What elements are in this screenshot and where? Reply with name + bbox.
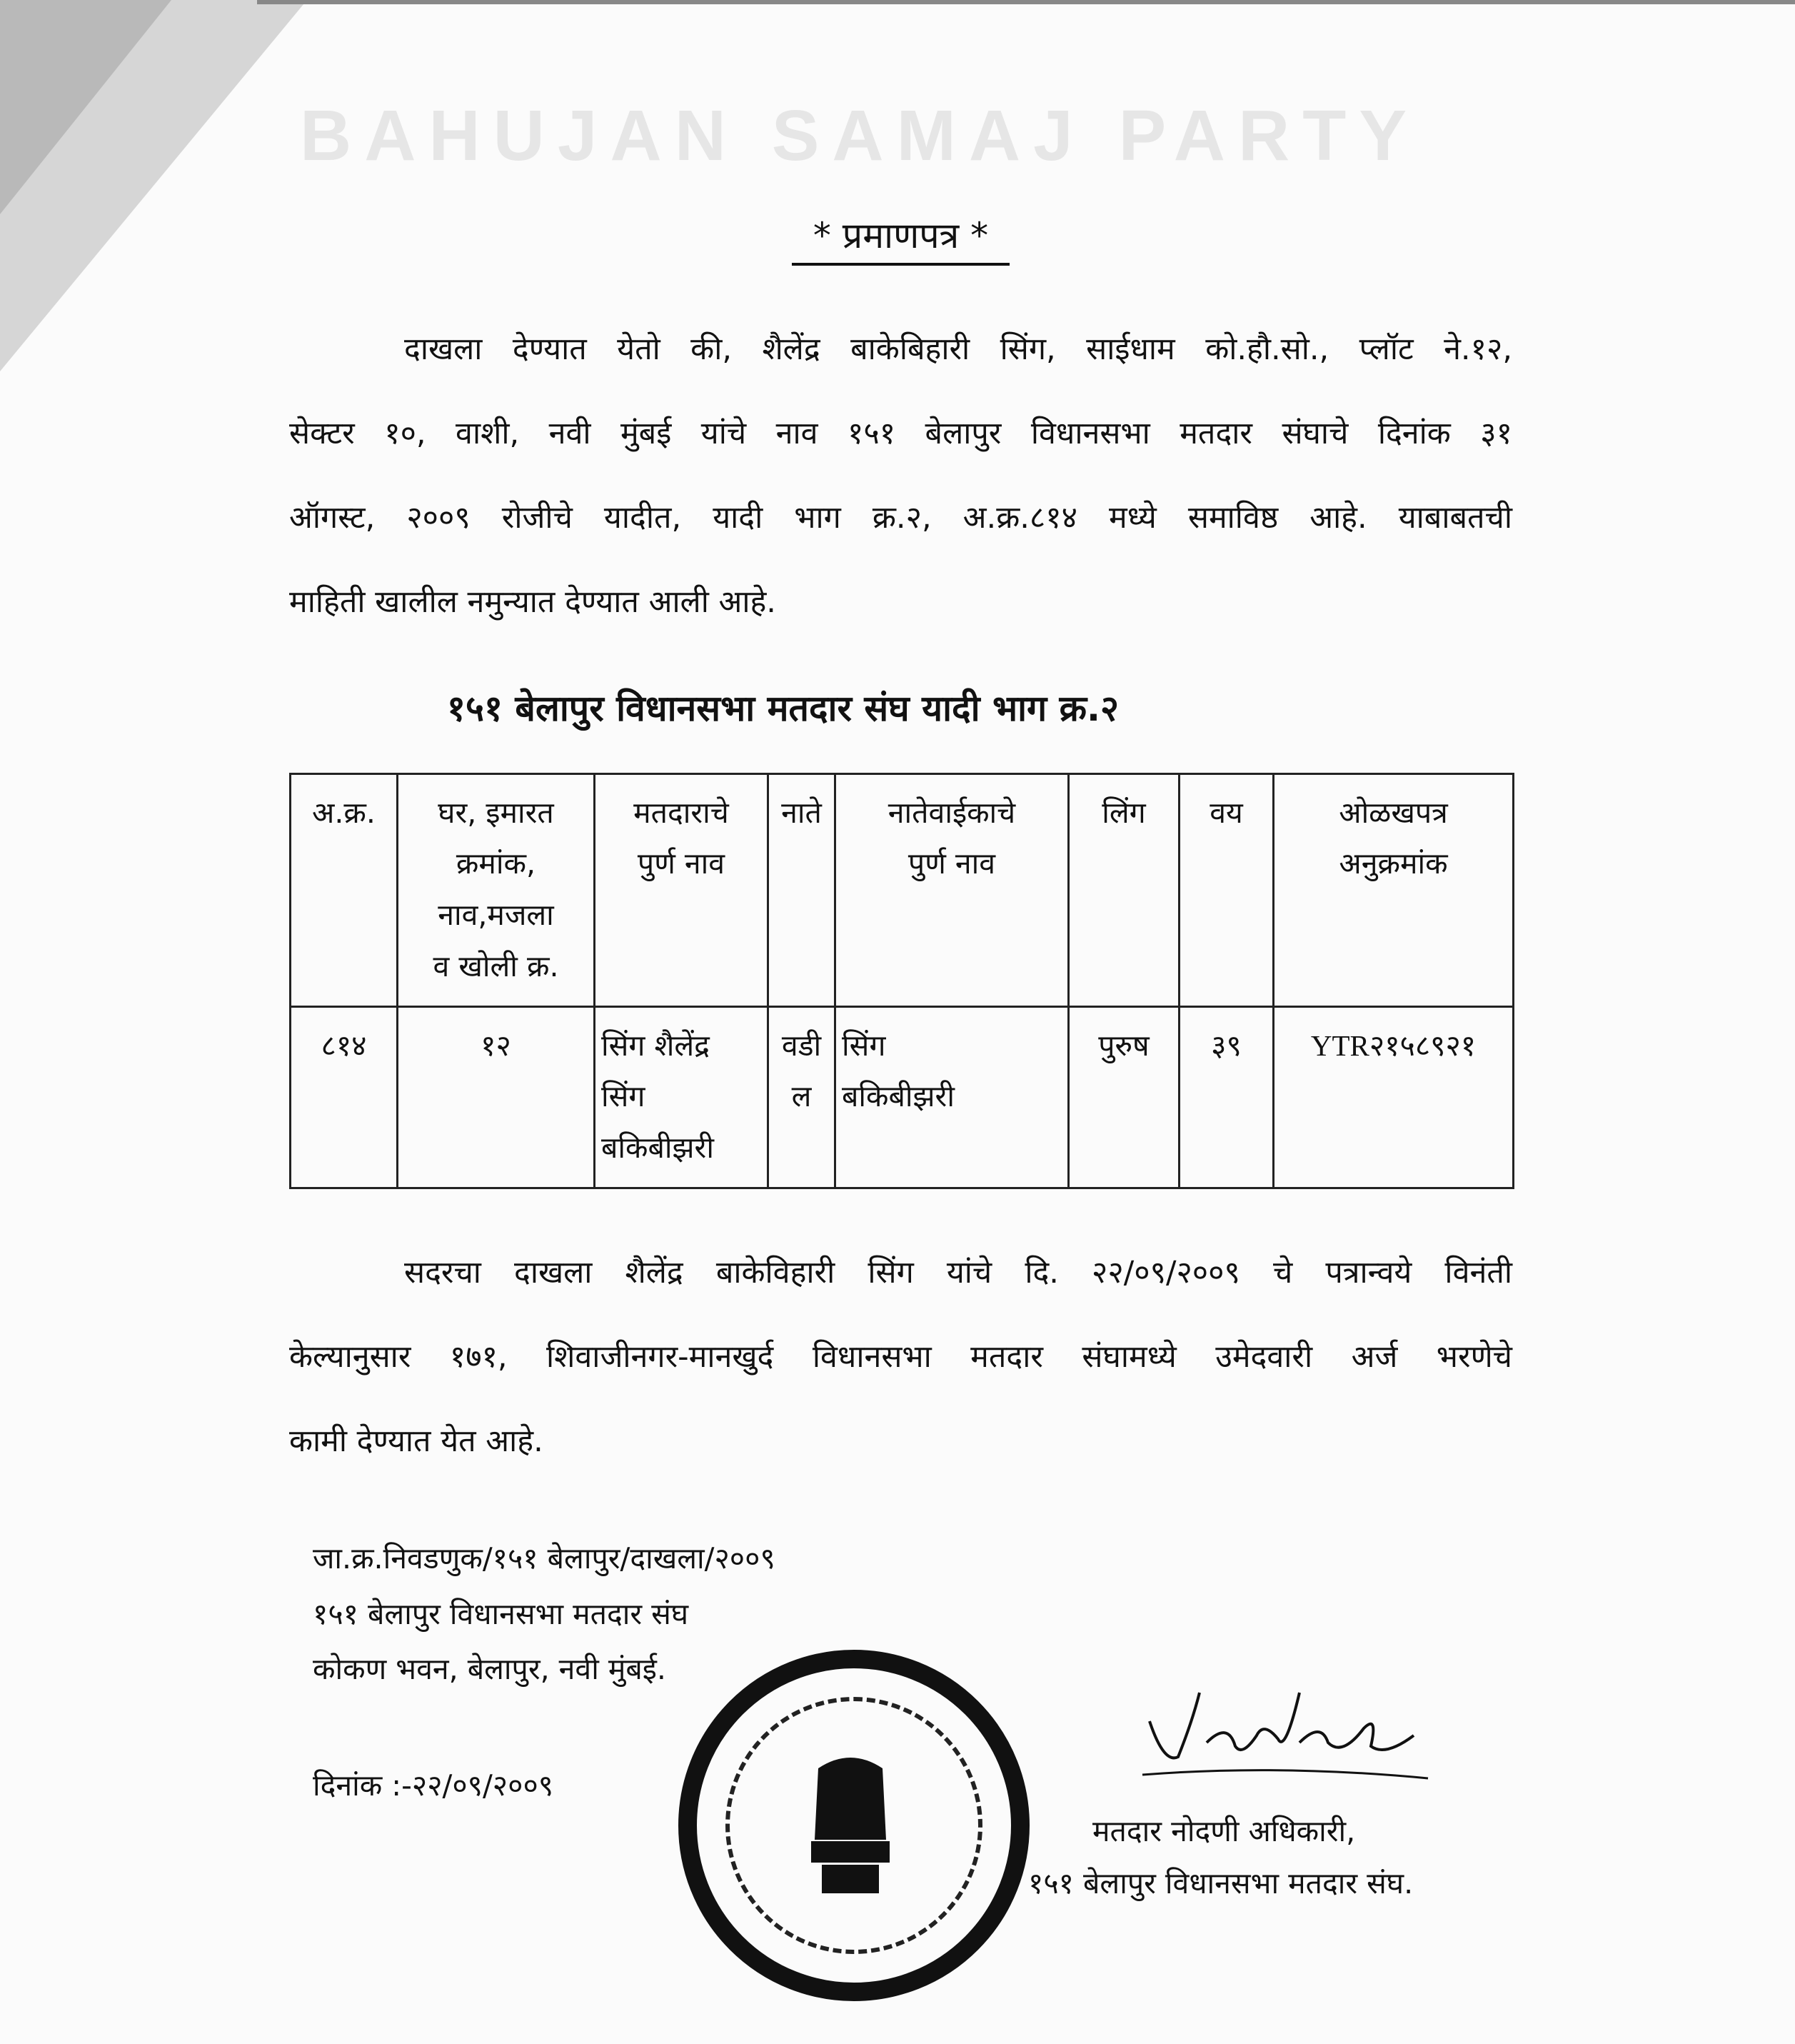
header-relative-name: नातेवाईकाचे पुर्ण नाव [835,773,1069,1006]
paragraph1-line: ऑगस्ट, २००९ रोजीचे यादीत, यादी भाग क्र.२, अ.क्र.८१४ मध्ये समाविष्ठ आहे. याबाबतची [289,499,1512,536]
cell-serial-no: ८१४ [291,1006,398,1188]
paragraph2-line: केल्यानुसार १७१, शिवाजीनगर-मानखुर्द विधानसभा मतदार संघामध्ये उमेदवारी अर्ज भरणेचे [289,1338,1512,1375]
cell-voter-name: सिंग शैलेंद्र सिंग बकिबीझरी [595,1006,768,1188]
reference-number: जा.क्र.निवडणुक/१५१ बेलापुर/दाखला/२००९ [313,1541,775,1576]
voter-details-table [289,773,1514,1189]
title-block [289,214,1512,266]
cell-age: ३९ [1180,1006,1274,1188]
reference-office: १५१ बेलापुर विधानसभा मतदार संघ [313,1596,689,1631]
paragraph1-line: माहिती खालील नमुन्यात देण्यात आली आहे. [289,583,776,620]
table-title: १५१ बेलापुर विधानसभा मतदार संघ यादी भाग क्र.२ [447,687,1119,729]
cell-id-card-no: YTR२१५८९२१ [1274,1006,1514,1188]
table-header-row [291,773,1514,1006]
table-row [291,1006,1514,1188]
header-relation: नाते [768,773,835,1006]
header-id-card-no: ओळखपत्र अनुक्रमांक [1274,773,1514,1006]
cell-relation: वडील [768,1006,835,1188]
cell-house-no: १२ [398,1006,595,1188]
header-house-no: घर, इमारत क्रमांक, नाव,मजला व खोली क्र. [398,773,595,1006]
paragraph2-line: सदरचा दाखला शैलेंद्र बाकेविहारी सिंग यांचे दि. २२/०९/२००९ चे पत्रान्वये विनंती [404,1254,1512,1291]
page-edge [257,0,1795,4]
header-voter-name: मतदाराचे पुर्ण नाव [595,773,768,1006]
page-curl-fold [0,0,171,214]
reference-address: कोकण भवन, बेलापुर, नवी मुंबई. [313,1652,666,1687]
paragraph1-line: दाखला देण्यात येतो की, शैलेंद्र बाकेबिहारी सिंग, साईधाम को.हौ.सो., प्लॉट ने.१२, [404,331,1512,367]
issue-date: दिनांक :-२२/०९/२००९ [313,1768,554,1803]
document-body [289,214,1512,1903]
cell-relative-name: सिंग बकिबीझरी [835,1006,1069,1188]
signatory-constituency: १५१ बेलापुर विधानसभा मतदार संघ. [1028,1865,1414,1900]
signatory-designation: मतदार नोदणी अधिकारी, [1092,1813,1356,1848]
paragraph2-line: कामी देण्यात येत आहे. [289,1423,543,1459]
header-serial-no: अ.क्र. [291,773,398,1006]
header-gender: लिंग [1069,773,1180,1006]
paragraph1-line: सेक्टर १०, वाशी, नवी मुंबई यांचे नाव १५१ बेलापुर विधानसभा मतदार संघाचे दिनांक ३१ [289,415,1512,451]
cell-gender: पुरुष [1069,1006,1180,1188]
bleed-through-watermark: BAHUJAN SAMAJ PARTY [300,96,1420,176]
header-age: वय [1180,773,1274,1006]
document-title: * प्रमाणपत्र * [792,214,1010,266]
